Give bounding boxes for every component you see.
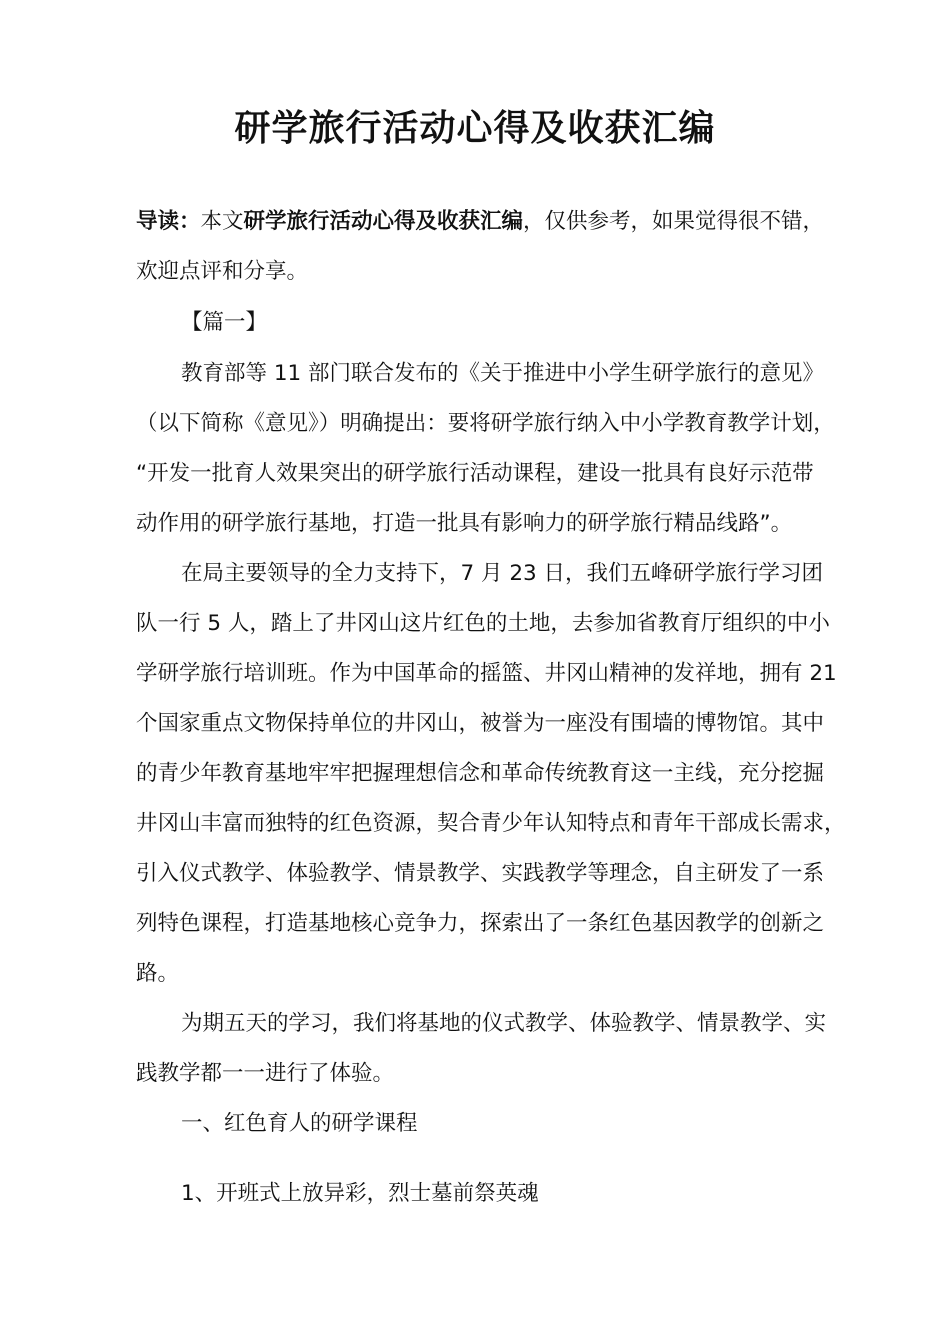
- paragraph-line: 路。: [136, 961, 180, 986]
- paragraph-line: 队一行 5 人，踏上了井冈山这片红色的土地，去参加省教育厅组织的中小: [136, 611, 830, 636]
- intro-line-2: 欢迎点评和分享。: [136, 259, 309, 284]
- paragraph-line: 引入仪式教学、体验教学、情景教学、实践教学等理念，自主研发了一系: [136, 861, 825, 886]
- section-heading: 一、红色育人的研学课程: [181, 1111, 418, 1136]
- paragraph-line: 动作用的研学旅行基地，打造一批具有影响力的研学旅行精品线路”。: [136, 511, 793, 536]
- paragraph-line: 教育部等 11 部门联合发布的《关于推进中小学生研学旅行的意见》: [181, 361, 825, 386]
- intro-bold-title: 研学旅行活动心得及收获汇编: [243, 209, 524, 234]
- paragraph-line: 学研学旅行培训班。作为中国革命的摇篮、井冈山精神的发祥地，拥有 21: [136, 661, 837, 686]
- paragraph-line: 为期五天的学习，我们将基地的仪式教学、体验教学、情景教学、实: [181, 1011, 827, 1036]
- paragraph-line: 列特色课程，打造基地核心竞争力，探索出了一条红色基因教学的创新之: [136, 911, 825, 936]
- paragraph-line: 的青少年教育基地牢牢把握理想信念和革命传统教育这一主线，充分挖掘: [136, 761, 825, 786]
- paragraph-line: 井冈山丰富而独特的红色资源，契合青少年认知特点和青年干部成长需求，: [136, 811, 846, 836]
- paragraph-line: （以下简称《意见》）明确提出：要将研学旅行纳入中小学教育教学计划，: [136, 411, 835, 436]
- paragraph-line: “开发一批育人效果突出的研学旅行活动课程，建设一批具有良好示范带: [136, 461, 814, 486]
- paragraph-line: 个国家重点文物保持单位的井冈山，被誉为一座没有围墙的博物馆。其中: [136, 711, 825, 736]
- document-title: 研学旅行活动心得及收获汇编: [234, 108, 716, 149]
- intro-label: 导读：: [136, 209, 201, 234]
- paragraph-line: 践教学都一一进行了体验。: [136, 1061, 395, 1086]
- intro-text-a: 本文: [200, 209, 244, 234]
- paragraph-line: 在局主要领导的全力支持下，7 月 23 日，我们五峰研学旅行学习团: [181, 561, 824, 586]
- section-label: 【篇一】: [181, 310, 268, 335]
- subsection-heading: 1、开班式上放异彩，烈士墓前祭英魂: [181, 1181, 539, 1206]
- intro-line-1: [136, 207, 824, 237]
- intro-text-b: ，仅供参考，如果觉得很不错，: [523, 209, 825, 234]
